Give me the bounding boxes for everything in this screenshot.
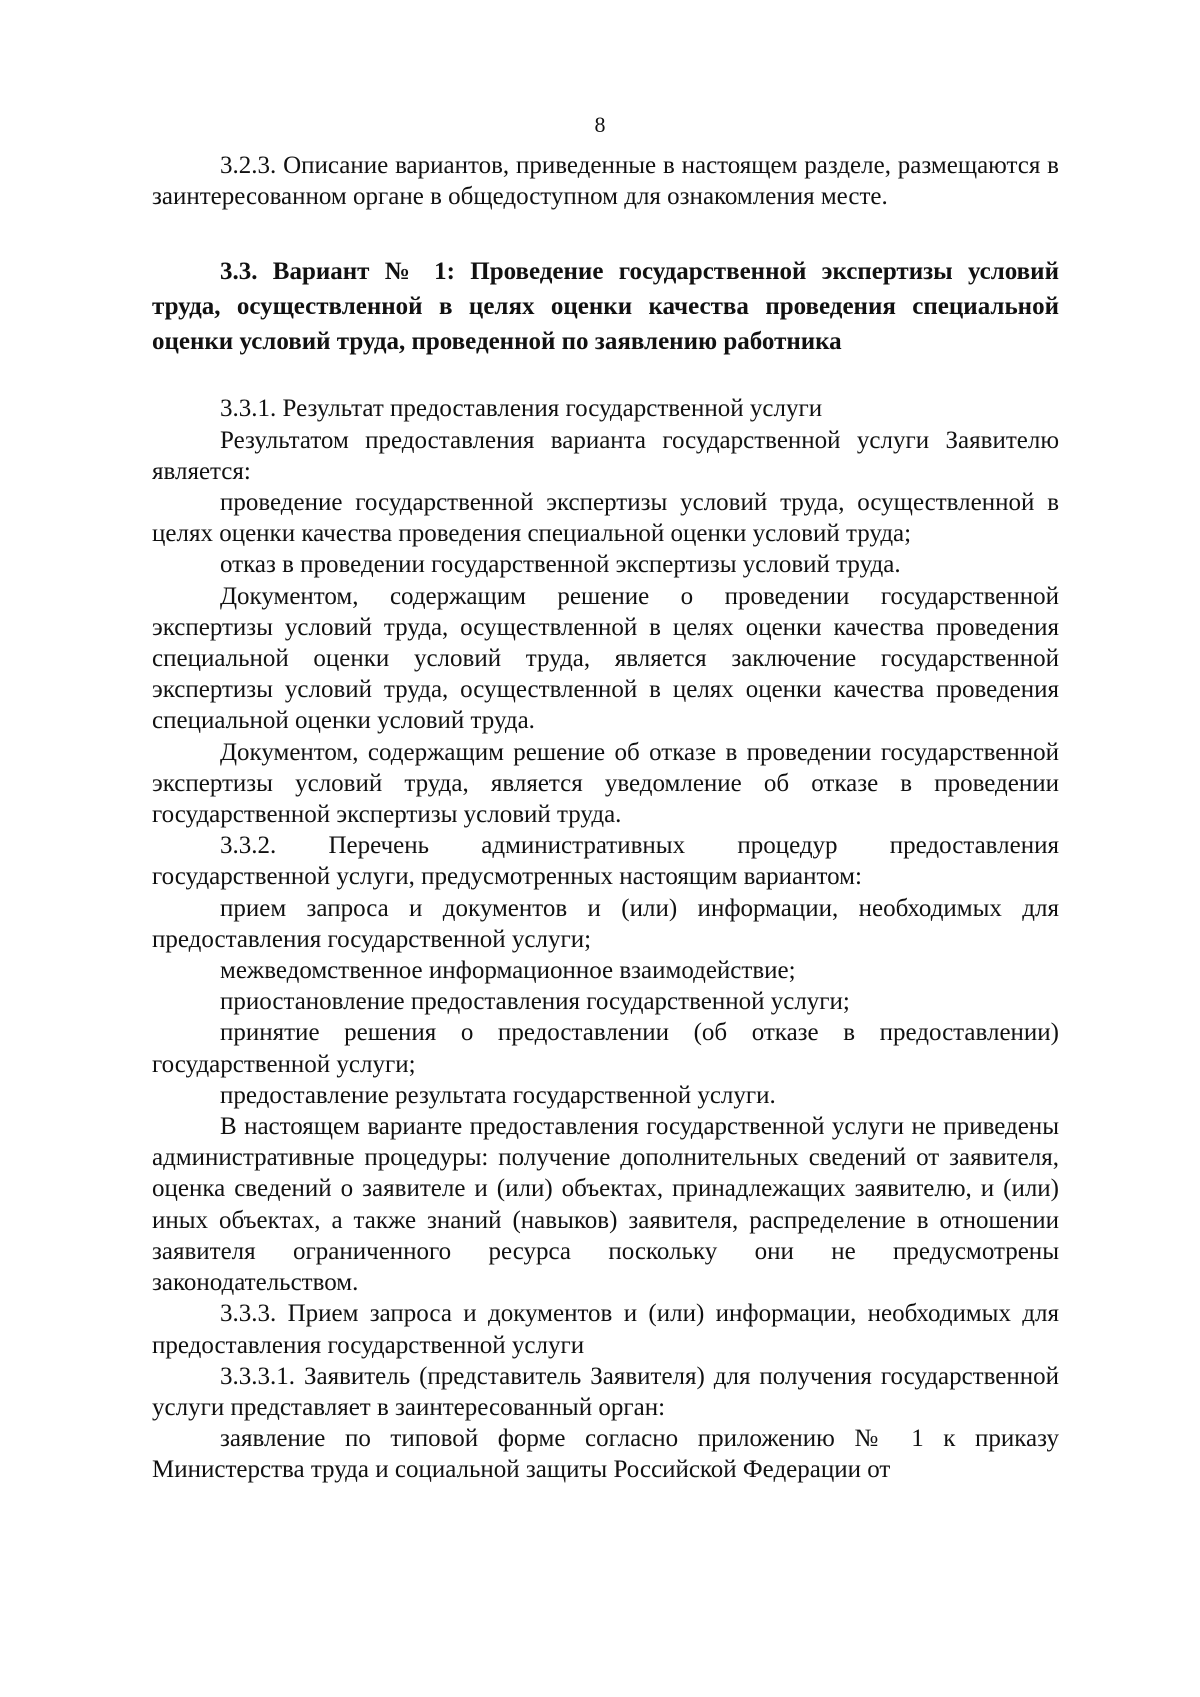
paragraph-not-listed-procedures: В настоящем варианте предоставления государственной услуги не приведены административные процедуры: получение дополнительных сведений от заявителя, оценка сведений о заявителе и (или) объектах, принадлежащих заявителю, и (или) иных объектах, а также знаний (навыков) заявителя, распределение в отношении заявителя ограниченного ресурса поскольку они не предусмотрены законодательством. bbox=[152, 1113, 1059, 1297]
paragraph-3-3-3-1: 3.3.3.1. Заявитель (представитель Заявителя) для получения государственной услуги представляет в заинтересованный орган: bbox=[152, 1362, 1059, 1421]
paragraph-result-intro: Результатом предоставления варианта государственной услуги Заявителю является: bbox=[152, 426, 1059, 485]
paragraph-document-refusal: Документом, содержащим решение об отказе в проведении государственной экспертизы условий труда, является уведомление об отказе в проведении государственной экспертизы условий труда. bbox=[152, 738, 1059, 829]
paragraph-result-option-2: отказ в проведении государственной экспертизы условий труда. bbox=[220, 551, 901, 579]
paragraph-application-form: заявление по типовой форме согласно приложению № 1 к приказу Министерства труда и социальной защиты Российской Федерации от bbox=[152, 1425, 1059, 1484]
paragraph-procedure-4: принятие решения о предоставлении (об отказе в предоставлении) государственной услуги; bbox=[152, 1019, 1059, 1078]
paragraph-procedure-3: приостановление предоставления государственной услуги; bbox=[220, 988, 850, 1016]
section-heading-3-3: 3.3. Вариант № 1: Проведение государственной экспертизы условий труда, осуществленной в целях оценки качества проведения специальной оценки условий труда, проведенной по заявлению работника bbox=[152, 258, 1059, 356]
paragraph-procedure-5: предоставление результата государственной услуги. bbox=[220, 1081, 776, 1109]
paragraph-3-3-1-title: 3.3.1. Результат предоставления государственной услуги bbox=[220, 395, 823, 423]
paragraph-procedure-2: межведомственное информационное взаимодействие; bbox=[220, 957, 796, 985]
page-number: 8 bbox=[594, 112, 606, 137]
paragraph-result-option-1: проведение государственной экспертизы условий труда, осуществленной в целях оценки качества проведения специальной оценки условий труда; bbox=[152, 489, 1059, 548]
document-body bbox=[152, 150, 1059, 1486]
paragraph-3-3-2: 3.3.2. Перечень административных процедур предоставления государственной услуги, предусмотренных настоящим вариантом: bbox=[152, 832, 1059, 891]
paragraph-procedure-1: прием запроса и документов и (или) информации, необходимых для предоставления государственной услуги; bbox=[152, 894, 1059, 953]
paragraph-3-2-3: 3.2.3. Описание вариантов, приведенные в настоящем разделе, размещаются в заинтересованном органе в общедоступном для ознакомления месте. bbox=[152, 152, 1059, 211]
paragraph-document-decision: Документом, содержащим решение о проведении государственной экспертизы условий труда, осуществленной в целях оценки качества проведения специальной оценки условий труда, является заключение государственной экспертизы условий труда, осуществленной в целях оценки качества проведения специальной оценки условий труда. bbox=[152, 582, 1059, 735]
paragraph-3-3-3: 3.3.3. Прием запроса и документов и (или) информации, необходимых для предоставления государственной услуги bbox=[152, 1300, 1059, 1359]
